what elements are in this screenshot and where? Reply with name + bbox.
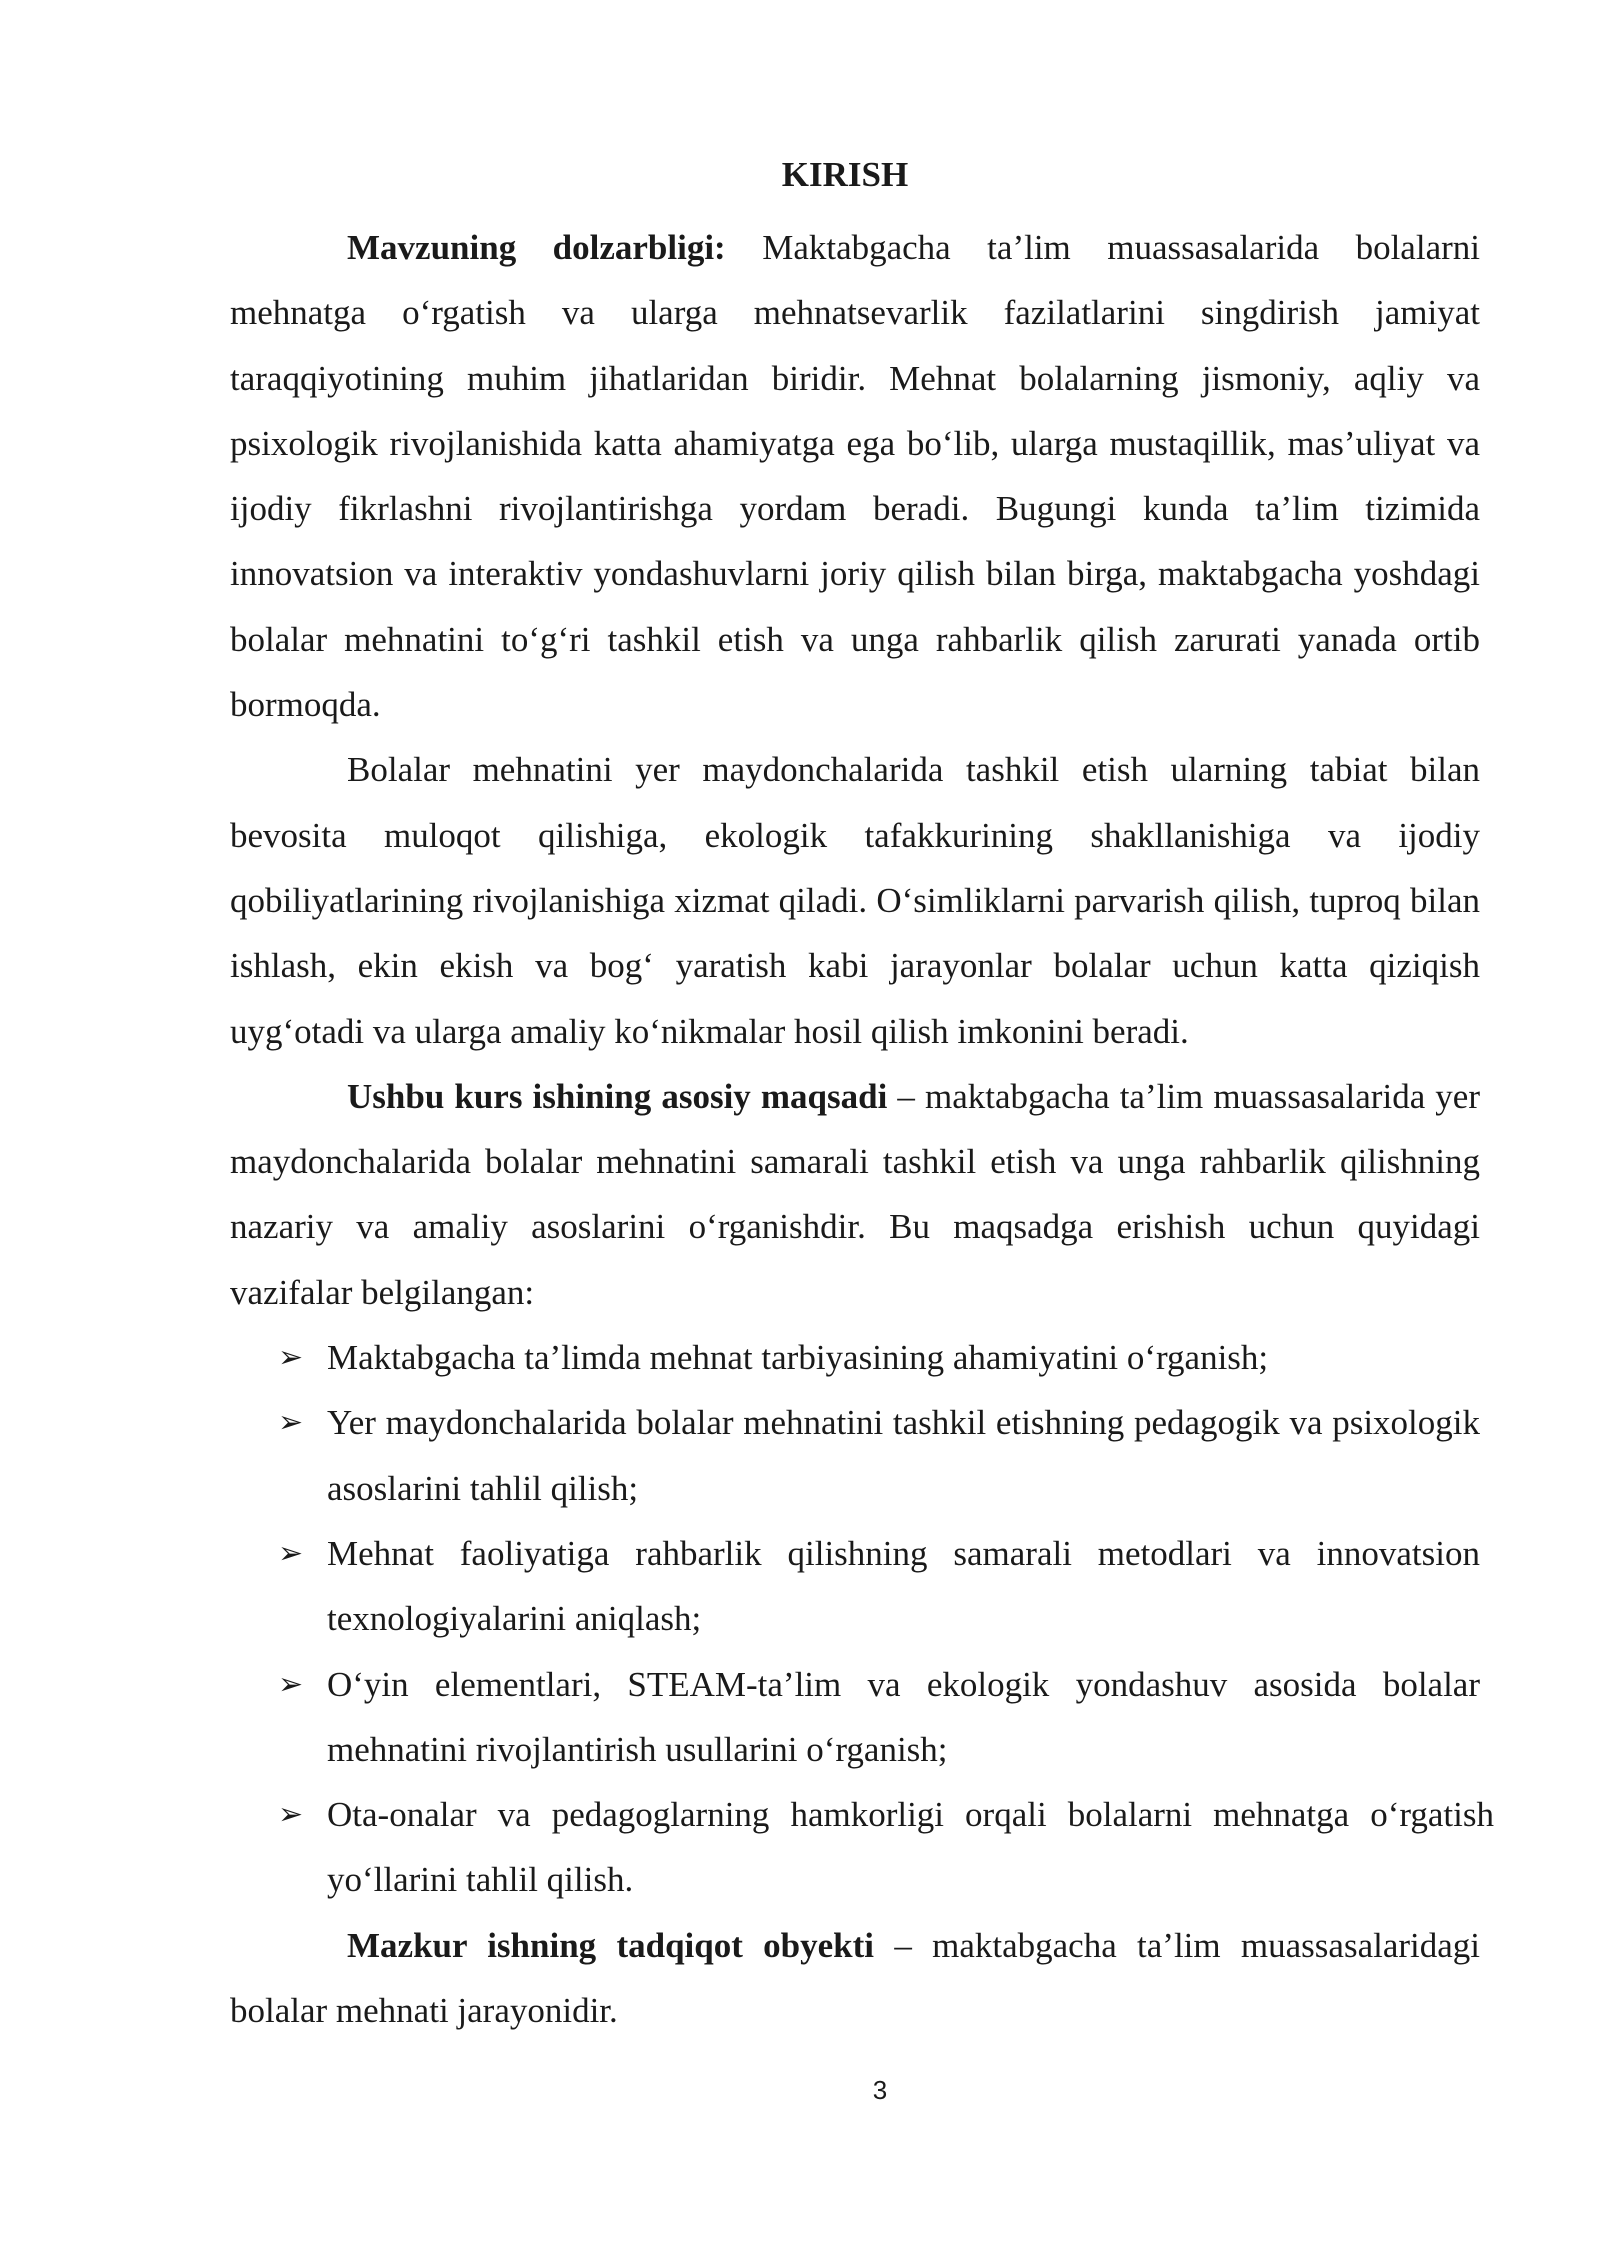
paragraph-text: Bolalar mehnatini yer maydonchalarida tashkil etish ularning tabiat bilan bevosita muloqot qilishiga, ekologik tafakkurining shakllanishiga va ijodiy qobiliyatlarining rivojlanishiga xizmat qiladi. O‘simliklarni parvarish qilish, tuproq bilan ishlash, ekin ekish va bog‘ yaratish kabi jarayonlar bolalar uchun katta qiziqish uyg‘otadi va ularga amaliy ko‘nikmalar hosil qilish imkonini beradi. — [230, 750, 1480, 1051]
list-item-text: Ota-onalar va pedagoglarning hamkorligi orqali bolalarni mehnatga o‘rgatish yo‘llarini tahlil qilish. — [327, 1795, 1494, 1900]
list-item — [230, 1521, 1480, 1652]
paragraph-goal — [230, 1064, 1480, 1325]
list-item — [230, 1390, 1480, 1521]
page-heading: KIRISH — [781, 155, 909, 194]
list-item-text: Maktabgacha ta’limda mehnat tarbiyasining ahamiyatini o‘rganish; — [327, 1338, 1269, 1378]
page-number: 3 — [872, 2075, 888, 2105]
page-body — [230, 215, 1494, 2043]
arrowhead-bullet-icon: ➢ — [278, 1535, 304, 1571]
paragraph-text: – maktabgacha ta’lim muassasalarida yer maydonchalarida bolalar mehnatini samarali tashkil etish va unga rahbarlik qilishning nazariy va amaliy asoslarini o‘rganishdir. Bu maqsadga erishish uchun quyidagi vazifalar belgilangan: — [230, 1076, 1480, 1312]
paragraph-lead: Mavzuning dolzarbligi: — [347, 228, 726, 267]
arrowhead-bullet-icon: ➢ — [278, 1666, 304, 1702]
paragraph-land-plots — [230, 737, 1480, 1063]
list-item-text: O‘yin elementlari, STEAM-ta’lim va ekologik yondashuv asosida bolalar mehnatini rivojlantirish usullarini o‘rganish; — [327, 1664, 1480, 1769]
arrowhead-bullet-icon: ➢ — [278, 1405, 304, 1441]
list-item-text: Mehnat faoliyatiga rahbarlik qilishning samarali metodlari va innovatsion texnologiyalarini aniqlash; — [327, 1533, 1480, 1639]
task-list — [230, 1325, 1494, 1913]
list-item — [230, 1325, 1480, 1390]
arrowhead-bullet-icon: ➢ — [278, 1340, 304, 1376]
arrowhead-bullet-icon: ➢ — [278, 1797, 304, 1833]
paragraph-text: – maktabgacha ta’lim muassasalaridagi bolalar mehnati jarayonidir. — [230, 1925, 1480, 2031]
list-item — [230, 1652, 1480, 1783]
list-item — [230, 1782, 1494, 1913]
paragraph-lead: Ushbu kurs ishining asosiy maqsadi — [347, 1076, 888, 1116]
paragraph-text: Maktabgacha ta’lim muassasalarida bolalarni mehnatga o‘rgatish va ularga mehnatsevarlik fazilatlarini singdirish jamiyat taraqqiyotining muhim jihatlaridan biridir. Mehnat bolalarning jismoniy, aqliy va psixologik rivojlanishida katta ahamiyatga ega bo‘lib, ularga mustaqillik, mas’uliyat va ijodiy fikrlashni rivojlantirishga yordam beradi. Bugungi kunda ta’lim tizimida innovatsion va interaktiv yondashuvlarni joriy qilish bilan birga, maktabgacha yoshdagi bolalar mehnatini to‘g‘ri tashkil etish va unga rahbarlik qilish zarurati yanada ortib bormoqda. — [230, 228, 1480, 725]
list-item-text: Yer maydonchalarida bolalar mehnatini tashkil etishning pedagogik va psixologik asoslarini tahlil qilish; — [327, 1403, 1480, 1508]
paragraph-lead: Mazkur ishning tadqiqot obyekti — [347, 1925, 875, 1965]
paragraph-relevance — [230, 215, 1480, 737]
paragraph-research-object — [230, 1913, 1480, 2044]
